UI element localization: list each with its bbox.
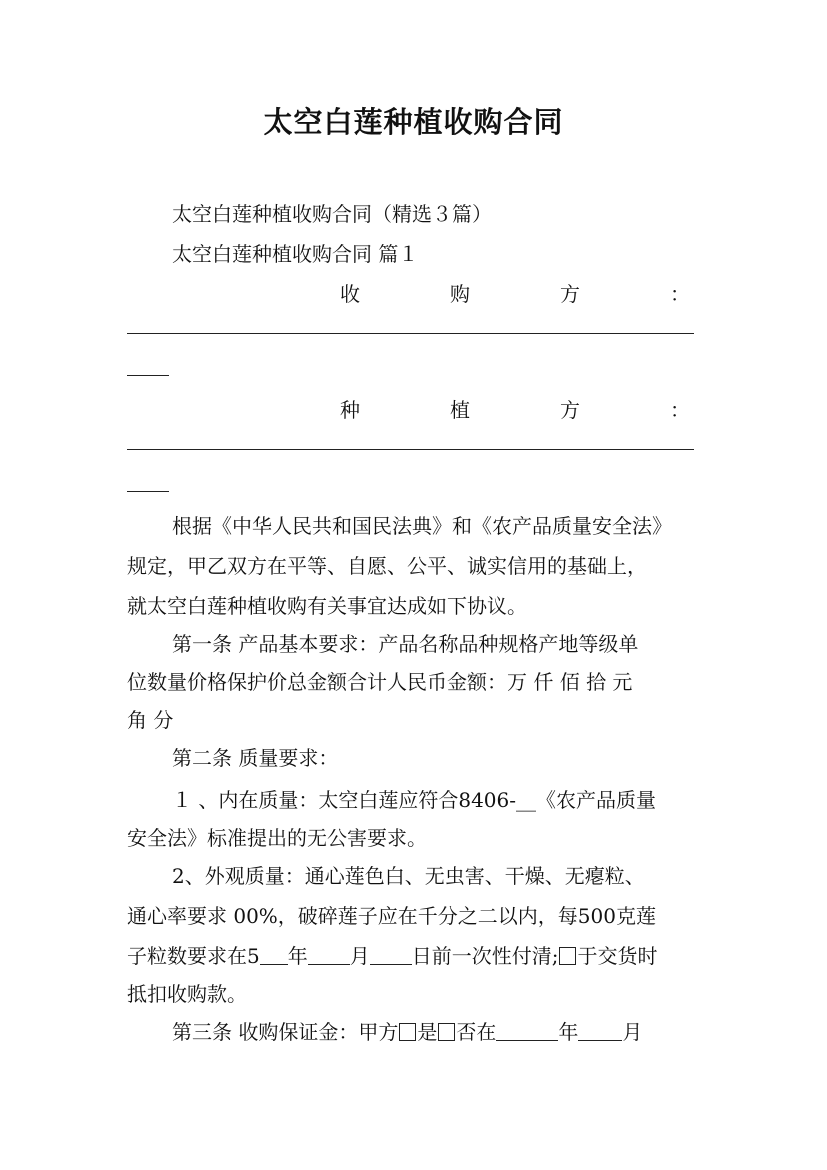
buyer-char: 方 xyxy=(560,282,580,306)
checkbox-icon xyxy=(438,1023,455,1041)
buyer-char: 收 xyxy=(340,282,360,306)
item-1-line: 安全法》标准提出的无公害要求。 xyxy=(127,826,427,850)
blank-field xyxy=(370,946,412,965)
article-3-text: 月 xyxy=(622,1020,643,1044)
article-1-line: 位数量价格保护价总金额合计人民币金额：万 仟 佰 拾 元 xyxy=(127,670,633,694)
document-title: 太空白莲种植收购合同 xyxy=(263,105,564,139)
blank-field xyxy=(578,1022,622,1041)
grower-char: 植 xyxy=(450,398,470,422)
paragraph-line: 规定，甲乙双方在平等、自愿、公平、诚实信用的基础上， xyxy=(127,554,647,578)
document-subtitle: 太空白莲种植收购合同（精选３篇） xyxy=(172,202,492,226)
buyer-blank-line xyxy=(127,333,694,334)
grower-blank-line xyxy=(127,449,694,450)
checkbox-icon xyxy=(559,947,576,965)
article-3-text: 第三条 收购保证金：甲方 xyxy=(172,1020,399,1044)
blank-field xyxy=(496,1022,558,1041)
buyer-label xyxy=(340,278,690,307)
buyer-char: ： xyxy=(670,282,690,306)
article-2-heading: 第二条 质量要求： xyxy=(172,746,339,770)
blank-field xyxy=(308,946,350,965)
item-2-text: 年 xyxy=(287,944,308,968)
blank-field xyxy=(260,946,288,965)
item-2-line xyxy=(127,940,707,969)
article-3-text: 年 xyxy=(558,1020,579,1044)
buyer-blank-line-end xyxy=(127,375,169,376)
article-3-line xyxy=(172,1016,752,1045)
item-2-text: 子粒数要求在5 xyxy=(127,944,260,968)
checkbox-icon xyxy=(399,1023,416,1041)
item-2-line: 通心率要求 00%，破碎莲子应在千分之二以内，每500克莲 xyxy=(127,904,656,928)
grower-char: ： xyxy=(670,398,690,422)
item-1-line: １ 、内在质量：太空白莲应符合8406-__《农产品质量 xyxy=(172,788,657,812)
item-2-line: 抵扣收购款。 xyxy=(127,982,247,1006)
article-3-text: 否在 xyxy=(456,1020,497,1044)
part-heading: 太空白莲种植收购合同 篇１ xyxy=(172,242,419,266)
item-2-text: 日前一次性付清; xyxy=(411,944,559,968)
article-1-line: 角 分 xyxy=(127,708,174,732)
buyer-char: 购 xyxy=(450,282,470,306)
grower-char: 种 xyxy=(340,398,360,422)
item-2-line: 2、外观质量：通心莲色白、无虫害、干燥、无瘪粒、 xyxy=(172,864,645,888)
item-2-text: 于交货时 xyxy=(577,944,658,968)
grower-blank-line-end xyxy=(127,491,169,492)
item-2-text: 月 xyxy=(349,944,370,968)
grower-char: 方 xyxy=(560,398,580,422)
paragraph-line: 就太空白莲种植收购有关事宜达成如下协议。 xyxy=(127,594,527,618)
paragraph-line: 根据《中华人民共和国民法典》和《农产品质量安全法》 xyxy=(172,514,672,538)
grower-label xyxy=(340,394,690,423)
article-3-text: 是 xyxy=(417,1020,438,1044)
article-1-line: 第一条 产品基本要求：产品名称品种规格产地等级单 xyxy=(172,632,639,656)
